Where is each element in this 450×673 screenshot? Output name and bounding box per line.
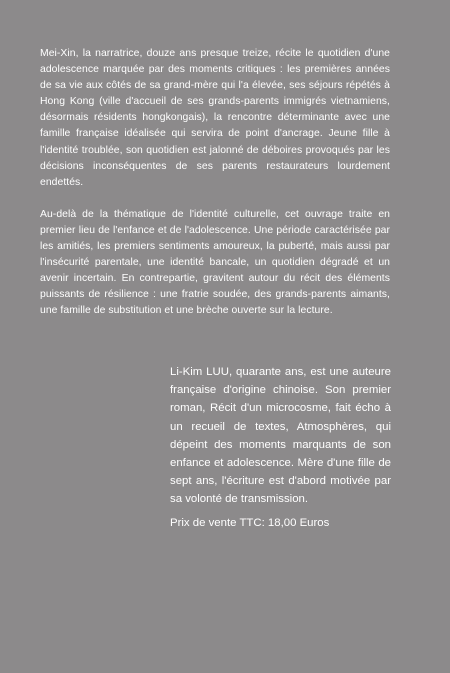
synopsis-paragraph-2: Au-delà de la thématique de l'identité culturelle, cet ouvrage traite en premier lieu de l'enfance et de l'adolescence. Une période caractérisée par les amitiés, les premiers sentiments amoureux, la puberté, mais aussi par l'insécurité parentale, une identité bancale, un quotidien dégradé et un avenir incertain. En contrepartie, gravitent autour du récit des éléments puissants de résilience : une fratrie soudée, des grands-parents aimants, une famille de substitution et une brèche ouverte sur la lecture. — [40, 208, 390, 317]
synopsis-paragraph-1: Mei-Xin, la narratrice, douze ans presque treize, récite le quotidien d'une adolescence marquée par des moments critiques : les premières années de sa vie aux côtés de sa grand-mère qui l'a élevée, ses séjours répétés à Hong Kong (ville d'accueil de ses grands-parents immigrés vietnamiens, désormais résidents hongkongais), la rencontre déterminante avec une famille française idéalisée qui servira de point d'ancrage. Jeune fille à l'identité troublée, son quotidien est jalonné de déboires provoqués par les décisions inconséquentes de ses parents restaurateurs lourdement endettés. — [40, 48, 390, 188]
price-text: Prix de vente TTC: 18,00 Euros — [170, 517, 330, 529]
synopsis-block — [40, 46, 390, 320]
author-bio: Li-Kim LUU, quarante ans, est une auteure française d'origine chinoise. Son premier roman, Récit d'un microcosme, fait écho à un recueil de textes, Atmosphères, qui dépeint des moments marquants de son enfance et adolescence. Mère d'une fille de sept ans, l'écriture est d'abord motivée par sa volonté de transmission. — [170, 366, 391, 506]
author-bio-block — [170, 363, 391, 509]
